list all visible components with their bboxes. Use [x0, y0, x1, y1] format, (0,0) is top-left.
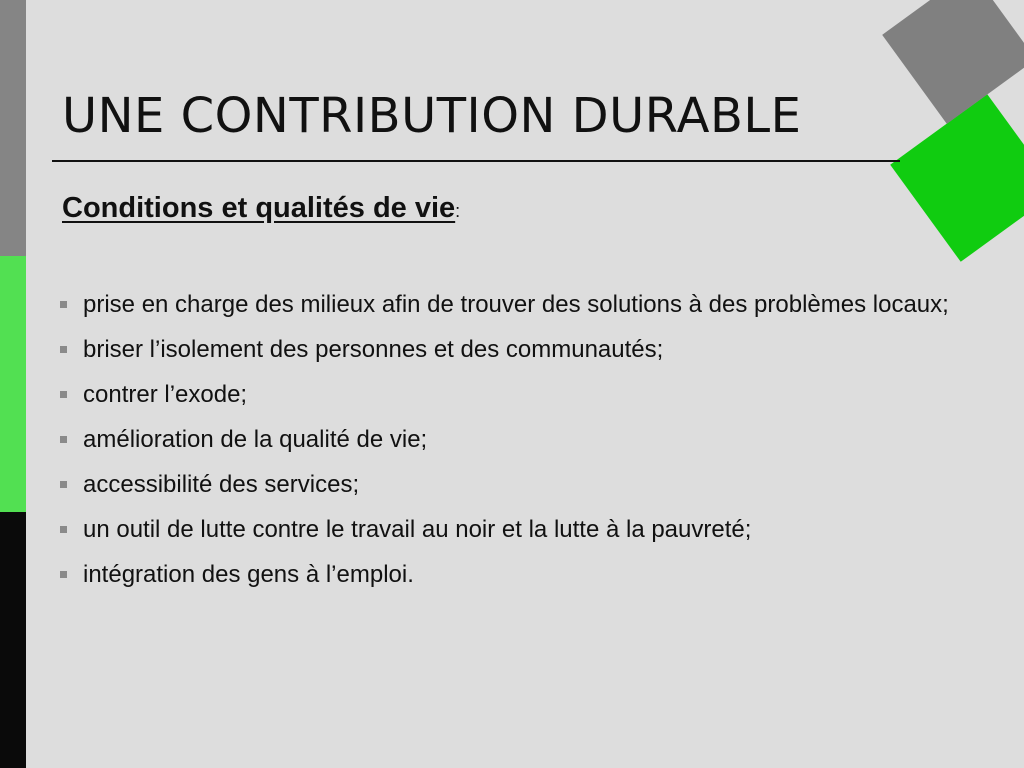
list-item [60, 331, 964, 368]
list-item [60, 421, 964, 458]
list-item [60, 511, 964, 548]
bullet-square-icon [60, 346, 67, 353]
left-stripe-green [0, 256, 26, 512]
section-heading [62, 192, 460, 225]
bullet-text: amélioration de la qualité de vie; [83, 426, 428, 453]
list-item [60, 376, 964, 413]
left-stripe-gray [0, 0, 26, 256]
section-heading-colon: : [455, 201, 461, 221]
bullet-text: prise en charge des milieux afin de trouver des solutions à des problèmes locaux; [83, 291, 949, 318]
bullet-square-icon [60, 391, 67, 398]
bullet-square-icon [60, 301, 67, 308]
bullet-square-icon [60, 571, 67, 578]
decorative-green-square [890, 94, 1024, 262]
slide-title: UNE CONTRIBUTION DURABLE [62, 88, 802, 144]
bullet-list [60, 286, 964, 601]
bullet-text: accessibilité des services; [83, 471, 360, 498]
bullet-text: un outil de lutte contre le travail au noir et la lutte à la pauvreté; [83, 516, 752, 543]
list-item [60, 466, 964, 503]
bullet-square-icon [60, 436, 67, 443]
bullet-square-icon [60, 481, 67, 488]
bullet-square-icon [60, 526, 67, 533]
list-item [60, 556, 964, 593]
list-item [60, 286, 964, 323]
bullet-text: contrer l’exode; [83, 381, 248, 408]
bullet-text: intégration des gens à l’emploi. [83, 561, 414, 588]
left-stripe-black [0, 512, 26, 768]
title-divider [52, 160, 900, 162]
decorative-gray-square [882, 0, 1024, 124]
bullet-text: briser l’isolement des personnes et des communautés; [83, 336, 664, 363]
section-heading-text: Conditions et qualités de vie [62, 192, 456, 224]
